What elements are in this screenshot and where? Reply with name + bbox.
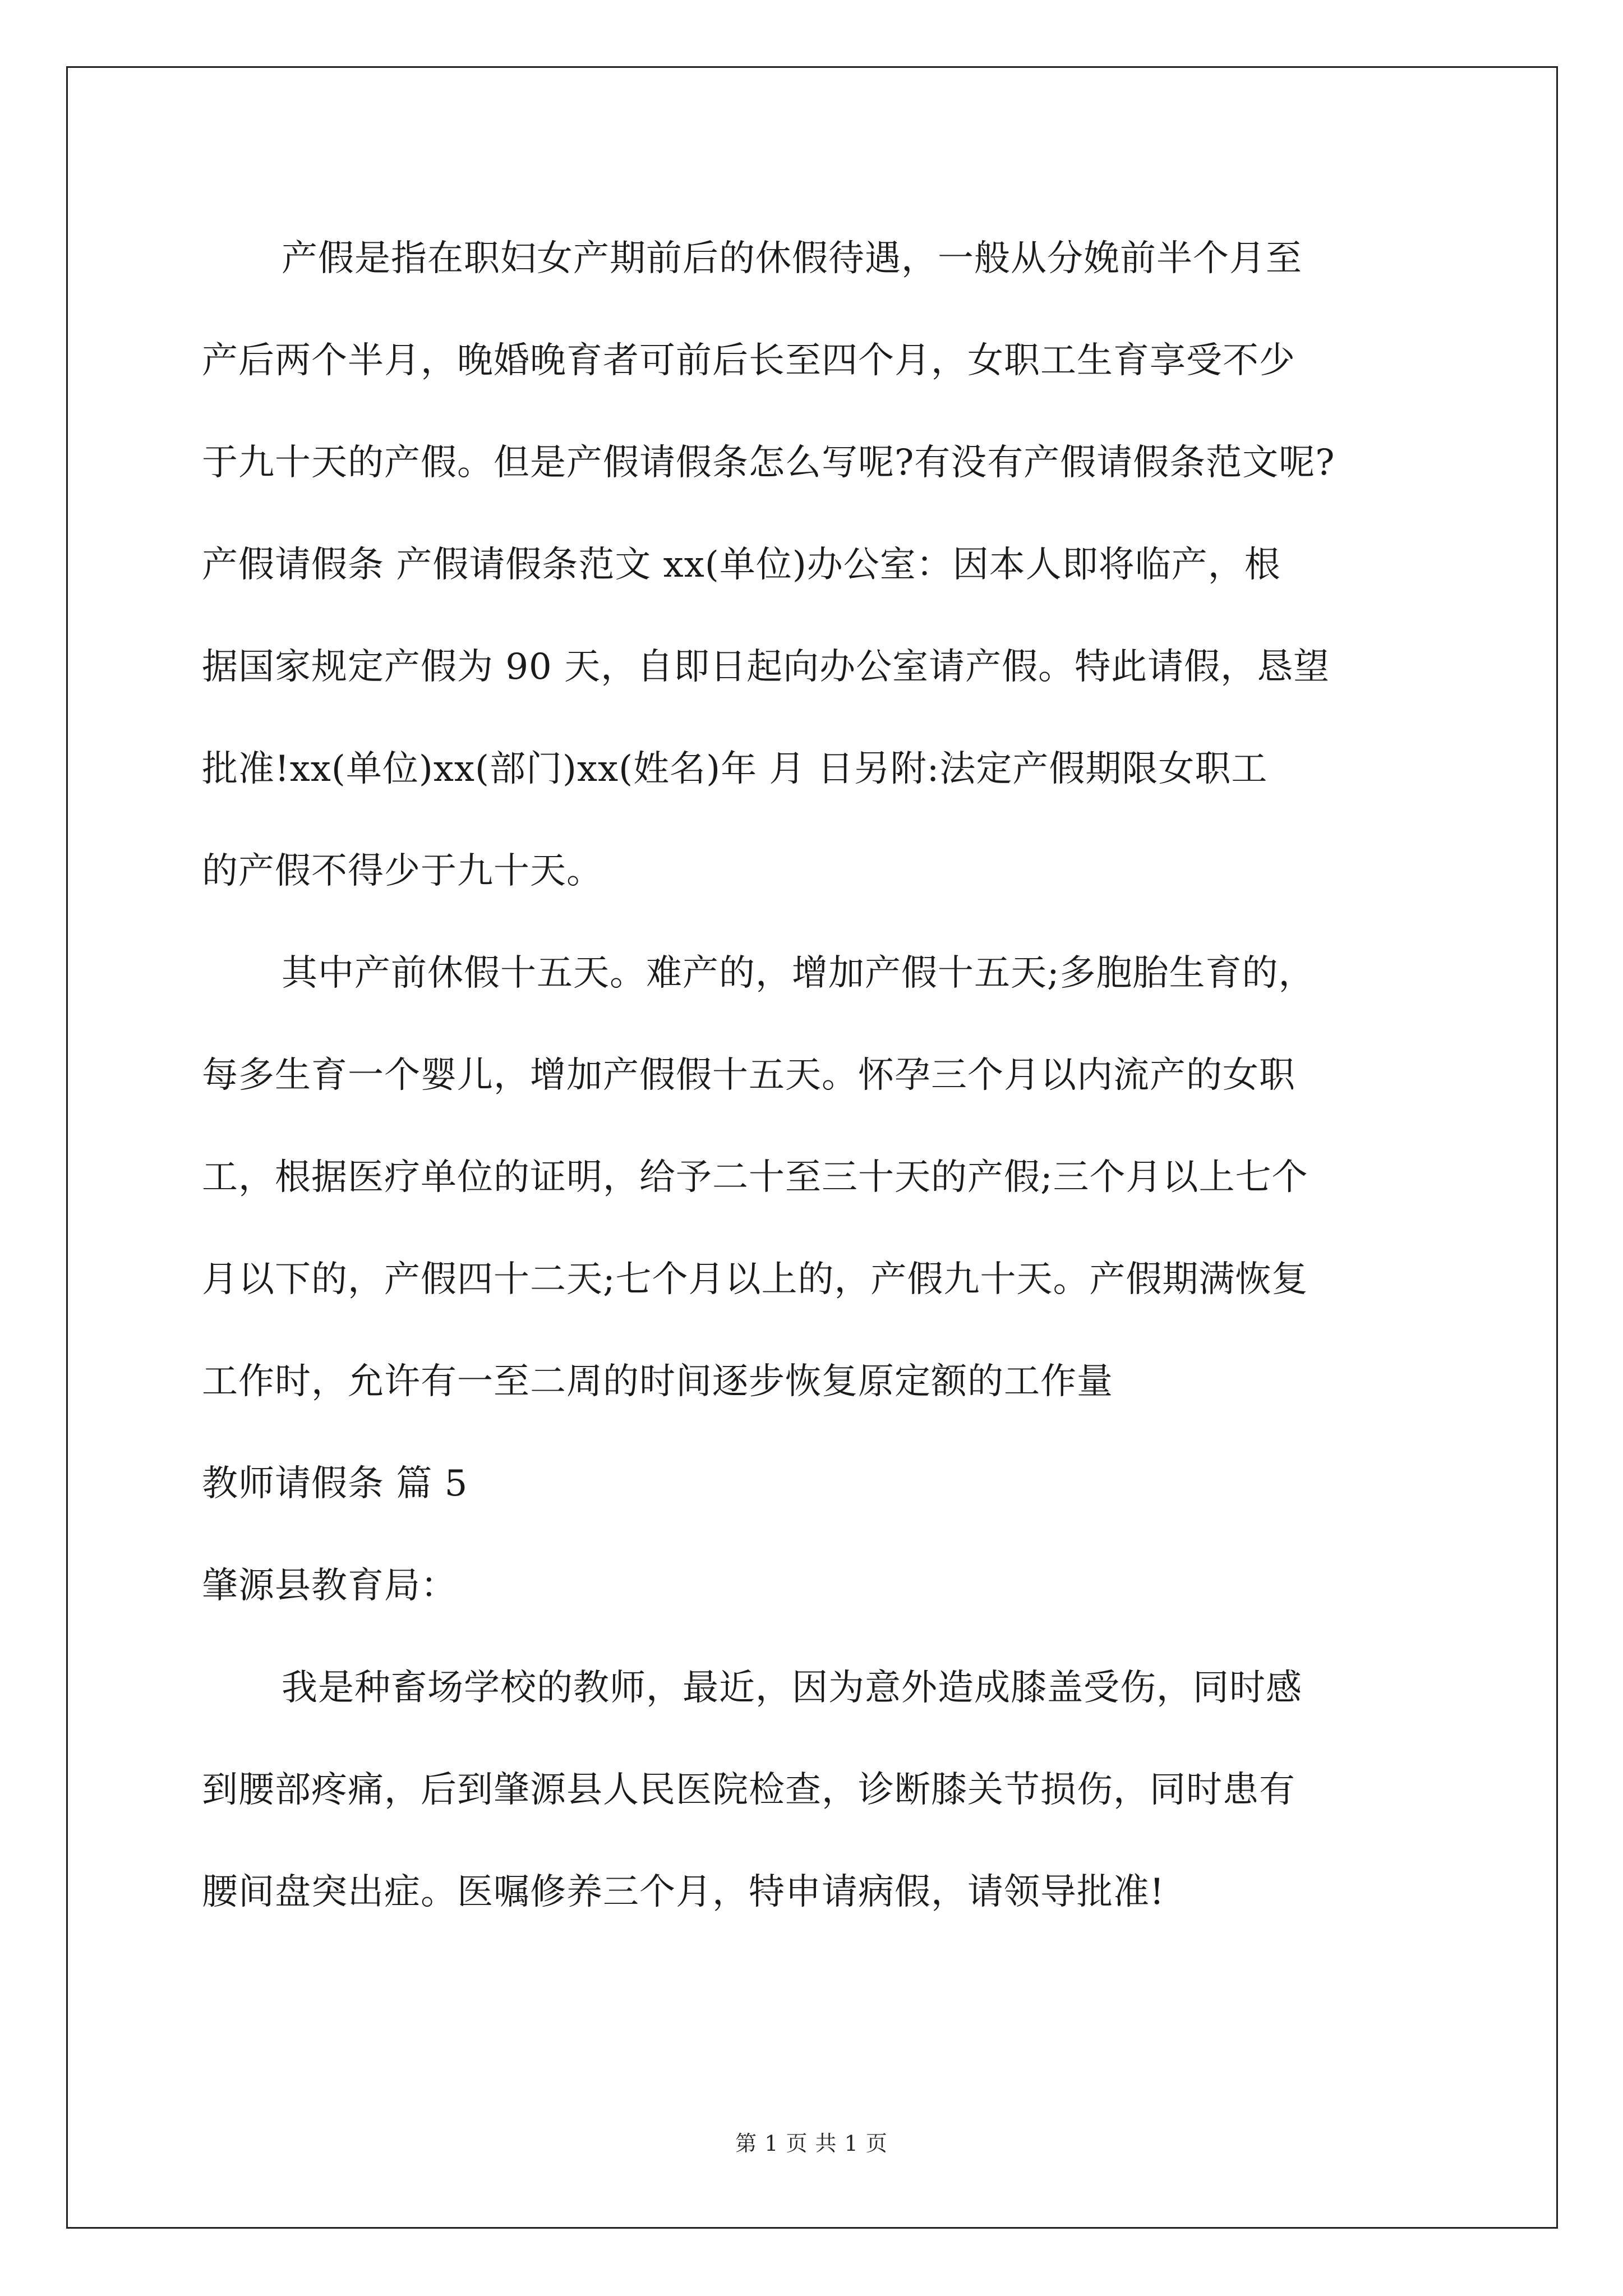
page-number-footer: 第 1 页 共 1 页 xyxy=(735,2131,888,2156)
paragraph-line: 的产假不得少于九十天。 xyxy=(202,850,603,892)
paragraph-line: 我是种畜场学校的教师，最近，因为意外造成膝盖受伤，同时感 xyxy=(282,1667,1302,1709)
paragraph-line: 产后两个半月，晚婚晚育者可前后长至四个月，女职工生育享受不少 xyxy=(202,340,1295,381)
paragraph-line: 工作时，允许有一至二周的时间逐步恢复原定额的工作量 xyxy=(202,1361,1113,1402)
paragraph-line: 产假请假条 产假请假条范文 xx(单位)办公室：因本人即将临产，根 xyxy=(202,544,1281,586)
paragraph-line: 腰间盘突出症。医嘱修养三个月，特申请病假，请领导批准! xyxy=(202,1871,1165,1913)
paragraph-line: 每多生育一个婴儿，增加产假假十五天。怀孕三个月以内流产的女职 xyxy=(202,1055,1295,1096)
paragraph-line: 其中产前休假十五天。难产的，增加产假十五天;多胞胎生育的， xyxy=(282,953,1315,994)
document-body xyxy=(202,208,1436,1943)
paragraph-line: 批准!xx(单位)xx(部门)xx(姓名)年 月 日另附:法定产假期限女职工 xyxy=(202,748,1268,790)
paragraph-line: 到腰部疼痛，后到肇源县人民医院检查，诊断膝关节损伤，同时患有 xyxy=(202,1769,1295,1811)
paragraph-line: 工，根据医疗单位的证明，给予二十至三十天的产假;三个月以上七个 xyxy=(202,1157,1308,1198)
paragraph-line: 产假是指在职妇女产期前后的休假待遇，一般从分娩前半个月至 xyxy=(282,238,1302,279)
section-heading: 教师请假条 篇 5 xyxy=(202,1463,468,1504)
letter-addressee: 肇源县教育局： xyxy=(202,1565,457,1607)
paragraph-line: 据国家规定产假为 90 天，自即日起向办公室请产假。特此请假，恳望 xyxy=(202,646,1330,688)
paragraph-line: 于九十天的产假。但是产假请假条怎么写呢?有没有产假请假条范文呢? xyxy=(202,442,1335,484)
paragraph-line: 月以下的，产假四十二天;七个月以上的，产假九十天。产假期满恢复 xyxy=(202,1259,1308,1300)
